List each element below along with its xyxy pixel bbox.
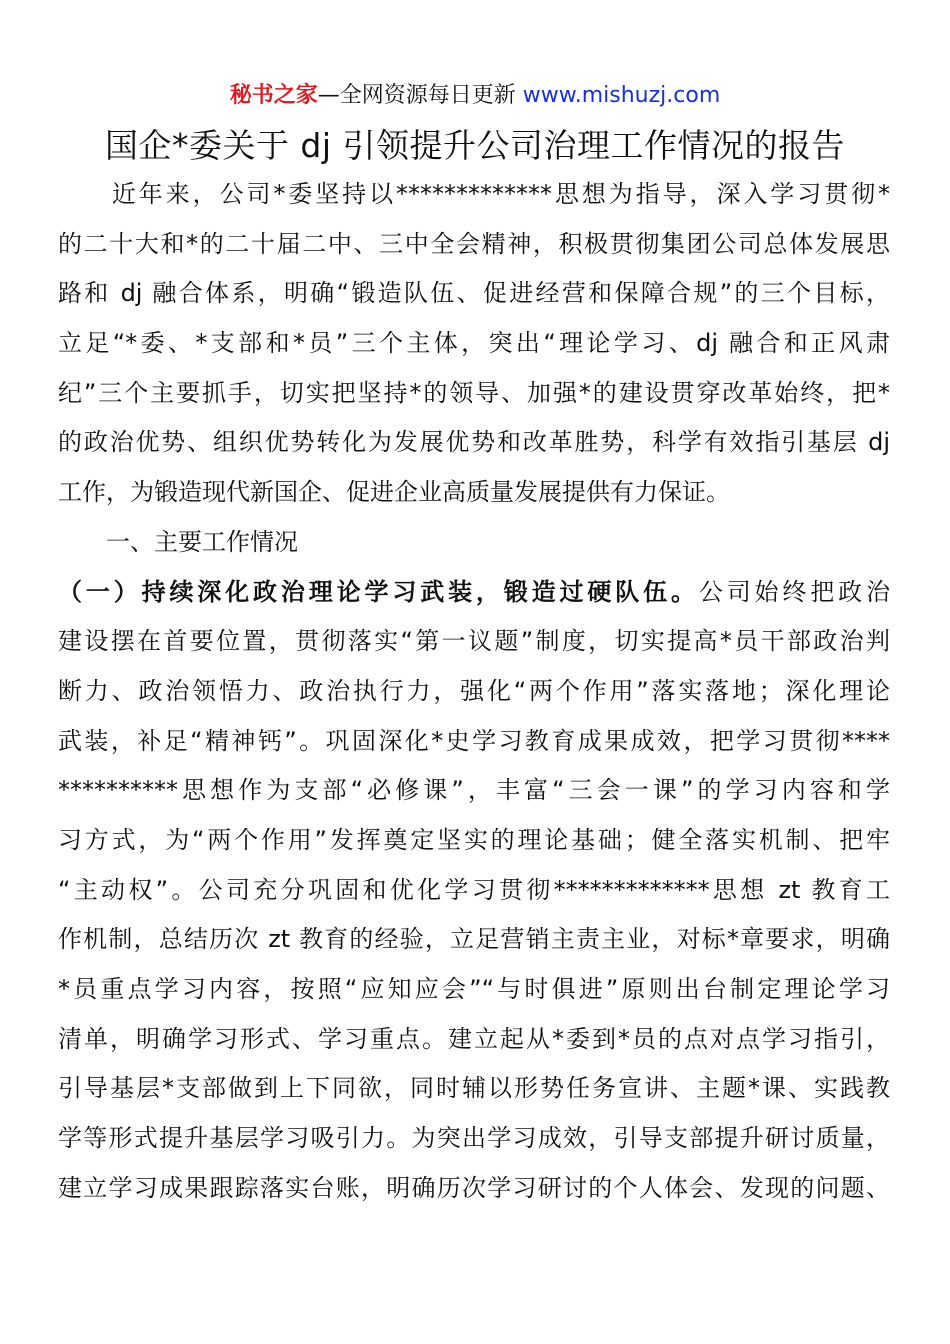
text-line: 一、主要工作情况	[58, 527, 298, 556]
document-body	[58, 170, 890, 1213]
section-1-first-line-text: 公司始终把政治	[698, 577, 891, 606]
text-line: 清单，明确学习形式、学习重点。建立起从*委到*员的点对点学习指引，	[58, 1024, 890, 1053]
site-name: 秘书之家	[229, 83, 318, 108]
text-line: 的二十大和*的二十届二中、三中全会精神，积极贯彻集团公司总体发展思	[58, 229, 890, 258]
text-line: 建立学习成果跟踪落实台账，明确历次学习研讨的个人体会、发现的问题、	[58, 1173, 890, 1202]
site-url-link[interactable]: www.mishuzj.com	[522, 83, 721, 108]
text-line: 纪”三个主要抓手，切实把坚持*的领导、加强*的建设贯穿改革始终，把*	[58, 378, 890, 407]
text-line: 习方式，为“两个作用”发挥奠定坚实的理论基础；健全落实机制、把牢	[58, 825, 890, 854]
text-line: 的政治优势、组织优势转化为发展优势和改革胜势，科学有效指引基层 dj	[58, 428, 890, 457]
intro-paragraph	[58, 170, 890, 568]
text-line: 引导基层*支部做到上下同欲，同时辅以形势任务宣讲、主题*课、实践教	[58, 1074, 890, 1103]
text-line: 路和 dj 融合体系，明确“锻造队伍、促进经营和保障合规”的三个目标，	[58, 279, 890, 308]
text-line: 建设摆在首要位置，贯彻落实“第一议题”制度，切实提高*员干部政治判	[58, 627, 890, 656]
document-title: 国企*委关于 dj 引领提升公司治理工作情况的报告	[104, 126, 846, 165]
text-line: 学等形式提升基层学习吸引力。为突出学习成效，引导支部提升研讨质量，	[58, 1124, 890, 1153]
text-line: *员重点学习内容，按照“应知应会”“与时俱进”原则出台制定理论学习	[58, 975, 890, 1003]
text-line: 武装，补足“精神钙”。巩固深化*史学习教育成果成效，把学习贯彻****	[58, 726, 890, 755]
site-banner	[0, 80, 950, 112]
text-line: 断力、政治领悟力、政治执行力，强化“两个作用”落实落地；深化理论	[58, 676, 890, 705]
section-1-first-line	[58, 568, 890, 618]
text-line: 工作，为锻造现代新国企、促进企业高质量发展提供有力保证。	[58, 478, 730, 507]
section-1-heading: （一）持续深化政治理论学习武装，锻造过硬队伍。	[58, 577, 699, 606]
text-line: **********思想作为支部“必修课”，丰富“三会一课”的学习内容和学	[58, 776, 890, 805]
text-line: “主动权”。公司充分巩固和优化学习贯彻*************思想 zt 教育工	[58, 875, 890, 904]
section-1-paragraph	[58, 617, 890, 1213]
text-line: 立足“*委、*支部和*员”三个主体，突出“理论学习、dj 融合和正风肃	[58, 329, 890, 358]
text-line: 作机制，总结历次 zt 教育的经验，立足营销主责主业，对标*章要求，明确	[58, 925, 890, 954]
text-line: 近年来，公司*委坚持以*************思想为指导，深入学习贯彻*	[58, 180, 890, 208]
site-tagline: —全网资源每日更新	[317, 83, 523, 108]
